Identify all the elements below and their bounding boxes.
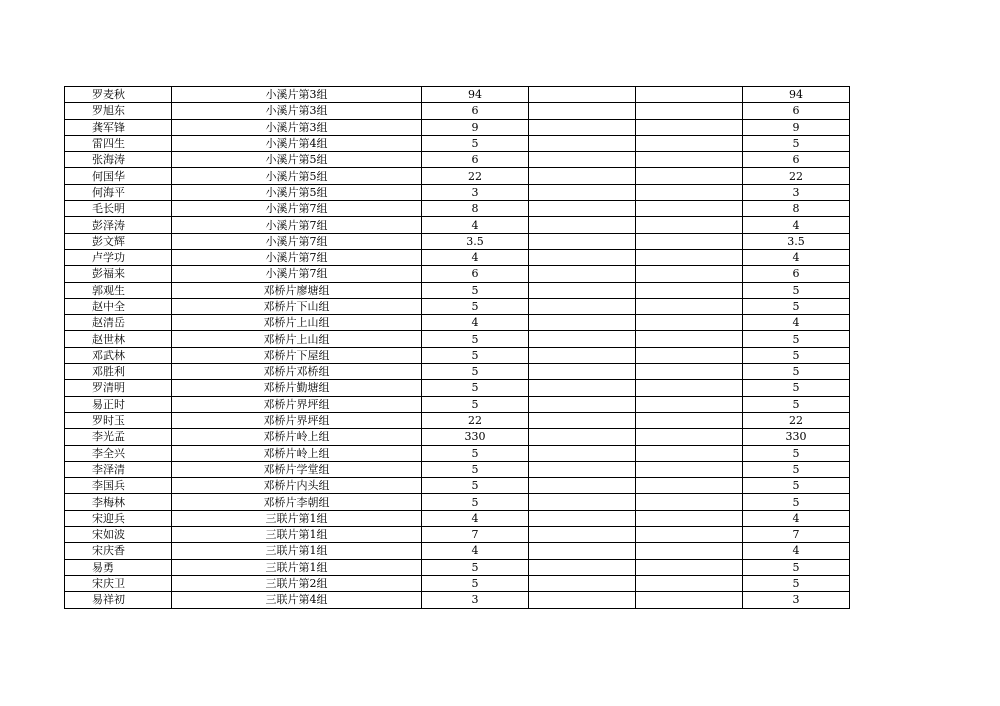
cell-group: 邓桥片勤塘组	[172, 380, 422, 396]
cell-empty-2	[636, 380, 743, 396]
cell-empty-2	[636, 412, 743, 428]
cell-total: 5	[743, 461, 850, 477]
table-row	[65, 282, 850, 298]
cell-quantity: 6	[422, 103, 529, 119]
cell-empty-1	[529, 103, 636, 119]
cell-group: 邓桥片廖塘组	[172, 282, 422, 298]
cell-name: 张海涛	[65, 152, 172, 168]
cell-total: 4	[743, 217, 850, 233]
cell-name: 何国华	[65, 168, 172, 184]
cell-empty-1	[529, 298, 636, 314]
cell-total: 330	[743, 429, 850, 445]
cell-group: 小溪片第7组	[172, 266, 422, 282]
cell-group: 小溪片第3组	[172, 103, 422, 119]
cell-total: 6	[743, 266, 850, 282]
table-row	[65, 103, 850, 119]
cell-empty-2	[636, 184, 743, 200]
cell-empty-1	[529, 347, 636, 363]
cell-quantity: 94	[422, 87, 529, 103]
table-row	[65, 135, 850, 151]
cell-total: 5	[743, 282, 850, 298]
cell-empty-1	[529, 478, 636, 494]
cell-empty-1	[529, 575, 636, 591]
cell-group: 邓桥片下山组	[172, 298, 422, 314]
cell-total: 5	[743, 494, 850, 510]
cell-empty-1	[529, 233, 636, 249]
cell-empty-1	[529, 184, 636, 200]
cell-total: 9	[743, 119, 850, 135]
cell-group: 三联片第1组	[172, 543, 422, 559]
table-body	[65, 87, 850, 609]
table-row	[65, 201, 850, 217]
cell-quantity: 22	[422, 412, 529, 428]
cell-empty-2	[636, 201, 743, 217]
table-row	[65, 559, 850, 575]
cell-group: 邓桥片界坪组	[172, 412, 422, 428]
table-row	[65, 249, 850, 265]
cell-total: 4	[743, 543, 850, 559]
table-row	[65, 396, 850, 412]
cell-name: 赵世林	[65, 331, 172, 347]
cell-quantity: 7	[422, 527, 529, 543]
cell-group: 邓桥片邓桥组	[172, 364, 422, 380]
cell-name: 卢学功	[65, 249, 172, 265]
cell-group: 三联片第4组	[172, 592, 422, 608]
cell-empty-2	[636, 510, 743, 526]
cell-group: 邓桥片内头组	[172, 478, 422, 494]
cell-empty-1	[529, 510, 636, 526]
cell-name: 罗麦秋	[65, 87, 172, 103]
cell-empty-1	[529, 331, 636, 347]
cell-total: 5	[743, 135, 850, 151]
cell-name: 彭福来	[65, 266, 172, 282]
cell-name: 毛长明	[65, 201, 172, 217]
cell-name: 彭文辉	[65, 233, 172, 249]
cell-empty-2	[636, 168, 743, 184]
cell-empty-2	[636, 233, 743, 249]
cell-group: 邓桥片学堂组	[172, 461, 422, 477]
cell-empty-2	[636, 478, 743, 494]
cell-group: 小溪片第3组	[172, 119, 422, 135]
table-row	[65, 119, 850, 135]
cell-total: 5	[743, 380, 850, 396]
cell-total: 5	[743, 396, 850, 412]
cell-empty-1	[529, 396, 636, 412]
cell-total: 3	[743, 592, 850, 608]
table-row	[65, 478, 850, 494]
cell-empty-2	[636, 575, 743, 591]
cell-name: 李全兴	[65, 445, 172, 461]
cell-empty-2	[636, 298, 743, 314]
cell-name: 宋如波	[65, 527, 172, 543]
cell-empty-1	[529, 249, 636, 265]
table-row	[65, 347, 850, 363]
table-row	[65, 331, 850, 347]
cell-name: 雷四生	[65, 135, 172, 151]
cell-empty-2	[636, 347, 743, 363]
cell-empty-2	[636, 364, 743, 380]
cell-quantity: 4	[422, 315, 529, 331]
cell-quantity: 330	[422, 429, 529, 445]
cell-name: 罗旭东	[65, 103, 172, 119]
cell-total: 22	[743, 168, 850, 184]
cell-empty-2	[636, 282, 743, 298]
cell-empty-2	[636, 152, 743, 168]
cell-group: 小溪片第5组	[172, 152, 422, 168]
cell-empty-1	[529, 543, 636, 559]
cell-quantity: 6	[422, 152, 529, 168]
cell-quantity: 5	[422, 494, 529, 510]
table-row	[65, 461, 850, 477]
cell-total: 7	[743, 527, 850, 543]
cell-quantity: 5	[422, 445, 529, 461]
table-row	[65, 315, 850, 331]
table-row	[65, 592, 850, 608]
cell-group: 三联片第1组	[172, 527, 422, 543]
cell-name: 邓胜利	[65, 364, 172, 380]
cell-quantity: 5	[422, 461, 529, 477]
cell-empty-2	[636, 592, 743, 608]
table-row	[65, 510, 850, 526]
table-row	[65, 152, 850, 168]
cell-empty-2	[636, 119, 743, 135]
cell-name: 罗清明	[65, 380, 172, 396]
cell-empty-2	[636, 103, 743, 119]
cell-empty-1	[529, 168, 636, 184]
cell-quantity: 4	[422, 543, 529, 559]
table-row	[65, 364, 850, 380]
cell-name: 邓武林	[65, 347, 172, 363]
table-row	[65, 445, 850, 461]
cell-quantity: 5	[422, 298, 529, 314]
cell-name: 李国兵	[65, 478, 172, 494]
cell-quantity: 5	[422, 396, 529, 412]
cell-empty-1	[529, 592, 636, 608]
cell-empty-1	[529, 380, 636, 396]
cell-empty-1	[529, 315, 636, 331]
cell-quantity: 5	[422, 559, 529, 575]
cell-quantity: 5	[422, 364, 529, 380]
table-row	[65, 298, 850, 314]
cell-total: 4	[743, 510, 850, 526]
cell-quantity: 5	[422, 575, 529, 591]
cell-total: 5	[743, 331, 850, 347]
cell-name: 罗时玉	[65, 412, 172, 428]
cell-group: 邓桥片界坪组	[172, 396, 422, 412]
cell-quantity: 4	[422, 510, 529, 526]
cell-empty-2	[636, 527, 743, 543]
cell-total: 3.5	[743, 233, 850, 249]
cell-group: 邓桥片岭上组	[172, 429, 422, 445]
table-row	[65, 575, 850, 591]
table-row	[65, 266, 850, 282]
cell-empty-2	[636, 543, 743, 559]
cell-quantity: 9	[422, 119, 529, 135]
cell-quantity: 22	[422, 168, 529, 184]
table-row	[65, 412, 850, 428]
cell-group: 小溪片第5组	[172, 184, 422, 200]
cell-name: 赵中全	[65, 298, 172, 314]
cell-name: 李泽清	[65, 461, 172, 477]
cell-quantity: 6	[422, 266, 529, 282]
cell-quantity: 5	[422, 347, 529, 363]
cell-quantity: 5	[422, 282, 529, 298]
cell-group: 小溪片第7组	[172, 249, 422, 265]
cell-empty-1	[529, 201, 636, 217]
cell-empty-1	[529, 266, 636, 282]
cell-quantity: 4	[422, 217, 529, 233]
cell-group: 小溪片第7组	[172, 233, 422, 249]
cell-empty-1	[529, 135, 636, 151]
cell-total: 5	[743, 347, 850, 363]
cell-total: 4	[743, 249, 850, 265]
table-row	[65, 527, 850, 543]
cell-empty-2	[636, 559, 743, 575]
table-row	[65, 87, 850, 103]
cell-empty-1	[529, 119, 636, 135]
cell-total: 5	[743, 478, 850, 494]
cell-total: 3	[743, 184, 850, 200]
cell-empty-2	[636, 461, 743, 477]
data-table	[64, 86, 850, 609]
cell-empty-1	[529, 217, 636, 233]
cell-total: 5	[743, 575, 850, 591]
cell-empty-1	[529, 412, 636, 428]
table-row	[65, 233, 850, 249]
cell-group: 小溪片第7组	[172, 217, 422, 233]
cell-group: 小溪片第4组	[172, 135, 422, 151]
cell-name: 郭观生	[65, 282, 172, 298]
cell-name: 宋庆香	[65, 543, 172, 559]
cell-group: 小溪片第3组	[172, 87, 422, 103]
cell-total: 22	[743, 412, 850, 428]
cell-quantity: 3	[422, 592, 529, 608]
cell-quantity: 5	[422, 478, 529, 494]
cell-group: 邓桥片岭上组	[172, 445, 422, 461]
cell-total: 5	[743, 364, 850, 380]
cell-total: 6	[743, 152, 850, 168]
cell-empty-1	[529, 364, 636, 380]
cell-quantity: 4	[422, 249, 529, 265]
cell-group: 三联片第1组	[172, 559, 422, 575]
table-row	[65, 429, 850, 445]
cell-quantity: 5	[422, 135, 529, 151]
cell-empty-2	[636, 315, 743, 331]
cell-group: 邓桥片李朝组	[172, 494, 422, 510]
table-row	[65, 494, 850, 510]
cell-total: 5	[743, 559, 850, 575]
cell-total: 94	[743, 87, 850, 103]
cell-empty-2	[636, 266, 743, 282]
cell-total: 5	[743, 298, 850, 314]
cell-group: 小溪片第7组	[172, 201, 422, 217]
cell-empty-2	[636, 445, 743, 461]
cell-empty-1	[529, 87, 636, 103]
cell-name: 赵清岳	[65, 315, 172, 331]
cell-empty-2	[636, 429, 743, 445]
cell-group: 三联片第1组	[172, 510, 422, 526]
cell-name: 彭泽涛	[65, 217, 172, 233]
cell-name: 龚军锋	[65, 119, 172, 135]
table-row	[65, 184, 850, 200]
cell-empty-1	[529, 282, 636, 298]
cell-empty-2	[636, 217, 743, 233]
cell-empty-2	[636, 87, 743, 103]
cell-group: 邓桥片上山组	[172, 331, 422, 347]
cell-quantity: 8	[422, 201, 529, 217]
cell-quantity: 5	[422, 380, 529, 396]
cell-empty-1	[529, 527, 636, 543]
table-row	[65, 217, 850, 233]
cell-empty-1	[529, 494, 636, 510]
cell-empty-2	[636, 396, 743, 412]
cell-empty-2	[636, 135, 743, 151]
cell-name: 易正时	[65, 396, 172, 412]
cell-empty-1	[529, 152, 636, 168]
cell-group: 小溪片第5组	[172, 168, 422, 184]
cell-group: 三联片第2组	[172, 575, 422, 591]
cell-quantity: 3.5	[422, 233, 529, 249]
table-row	[65, 380, 850, 396]
cell-name: 李梅林	[65, 494, 172, 510]
cell-quantity: 3	[422, 184, 529, 200]
cell-name: 宋庆卫	[65, 575, 172, 591]
cell-name: 易勇	[65, 559, 172, 575]
cell-quantity: 5	[422, 331, 529, 347]
cell-total: 8	[743, 201, 850, 217]
table-row	[65, 168, 850, 184]
cell-name: 易祥初	[65, 592, 172, 608]
cell-empty-1	[529, 445, 636, 461]
cell-empty-2	[636, 331, 743, 347]
cell-total: 4	[743, 315, 850, 331]
cell-empty-2	[636, 494, 743, 510]
cell-group: 邓桥片下屋组	[172, 347, 422, 363]
cell-empty-2	[636, 249, 743, 265]
cell-name: 李光孟	[65, 429, 172, 445]
cell-empty-1	[529, 429, 636, 445]
table-row	[65, 543, 850, 559]
cell-name: 宋迎兵	[65, 510, 172, 526]
cell-name: 何海平	[65, 184, 172, 200]
cell-empty-1	[529, 559, 636, 575]
cell-total: 5	[743, 445, 850, 461]
cell-total: 6	[743, 103, 850, 119]
cell-empty-1	[529, 461, 636, 477]
cell-group: 邓桥片上山组	[172, 315, 422, 331]
